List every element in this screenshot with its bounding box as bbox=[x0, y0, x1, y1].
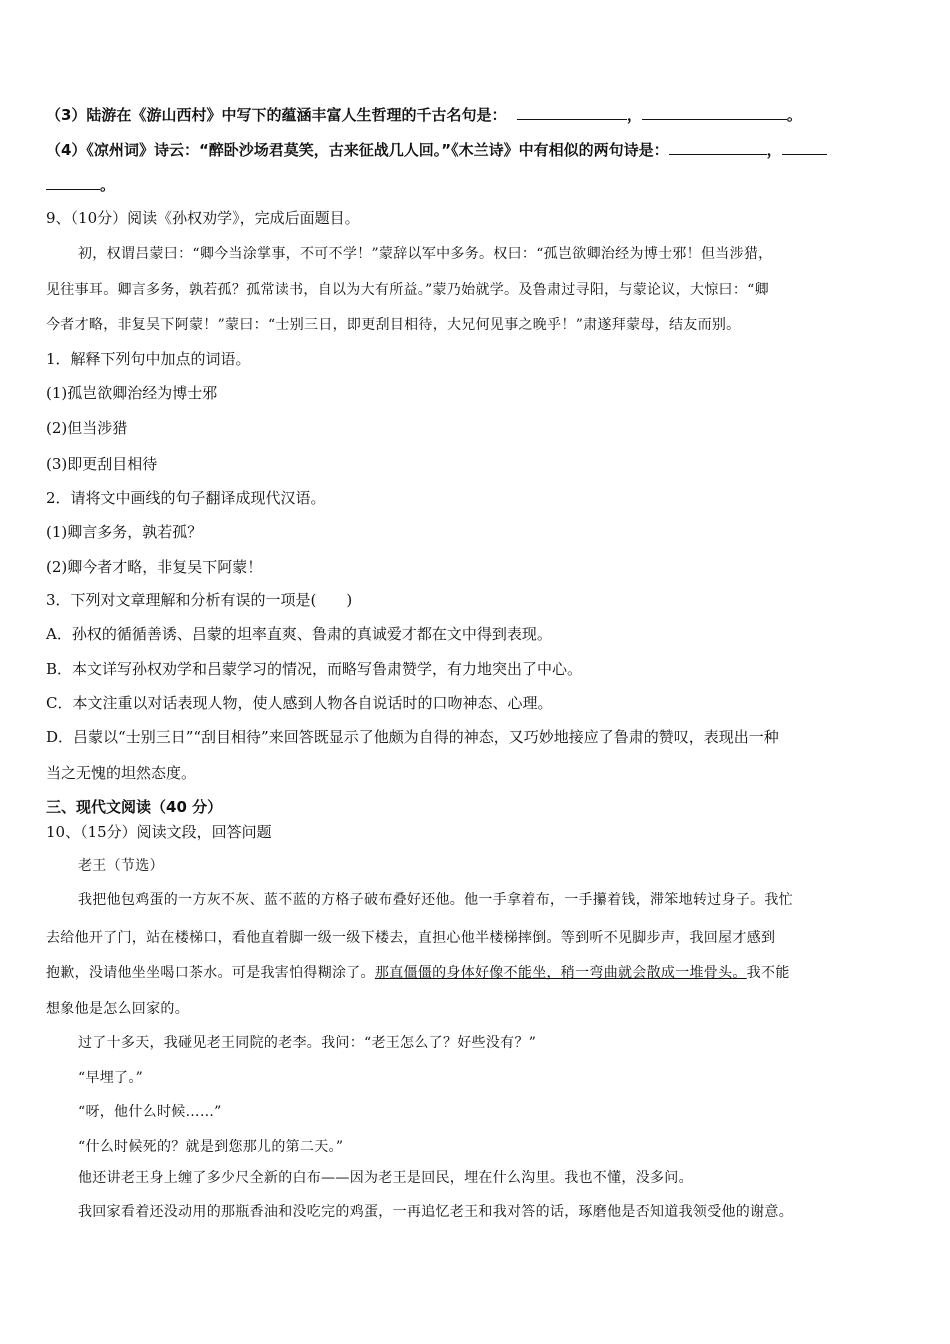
q8-3-text: （3）陆游在《游山西村》中写下的蕴涵丰富人生哲理的千古名句是： bbox=[46, 106, 507, 124]
q10-paragraph-line: 想象他是怎么回家的。 bbox=[46, 1001, 189, 1017]
end-mark: 。 bbox=[786, 106, 802, 124]
q10-header: 10、（15分）阅读文段，回答问题 bbox=[46, 823, 272, 841]
answer-blank[interactable] bbox=[46, 173, 100, 190]
q10-title: 老王（节选） bbox=[78, 858, 164, 874]
q8-3-line bbox=[46, 103, 802, 126]
plain-text: 抱歉，没请他坐坐喝口茶水。可是我害怕得糊涂了。 bbox=[46, 965, 375, 981]
q9-header: 9、（10分）阅读《孙权劝学》，完成后面题目。 bbox=[46, 209, 360, 227]
dialog-line: “什么时候死的？就是到您那儿的第二天。” bbox=[78, 1139, 344, 1155]
q9-sub2-item: (2)卿今者才略，非复吴下阿蒙！ bbox=[46, 558, 263, 576]
q8-4-text: （4）《凉州词》诗云：“醉卧沙场君莫笑，古来征战几人回。”《木兰诗》中有相似的两句诗是： bbox=[46, 141, 669, 159]
q9-sub1-item: (2)但当涉猎 bbox=[46, 419, 128, 437]
q9-passage-line: 初，权谓吕蒙曰：“卿今当涂掌事，不可不学！”蒙辞以军中多务。权曰：“孤岂欲卿治经为博士邪！但当涉猎， bbox=[78, 246, 773, 262]
q9-sub2: 2．请将文中画线的句子翻译成现代汉语。 bbox=[46, 489, 326, 507]
q10-paragraph-line: 我把他包鸡蛋的一方灰不灰、蓝不蓝的方格子破布叠好还他。他一手拿着布，一手攥着钱，滞笨地转过身子。我忙 bbox=[78, 892, 793, 908]
option-b: B．本文详写孙权劝学和吕蒙学习的情况，而略写鲁肃赞学，有力地突出了中心。 bbox=[46, 660, 583, 678]
dialog-line: “早埋了。” bbox=[78, 1070, 144, 1086]
end-mark: 。 bbox=[100, 176, 116, 194]
answer-blank[interactable] bbox=[669, 138, 767, 155]
q9-sub1-item: (1)孤岂欲卿治经为博士邪 bbox=[46, 384, 218, 402]
option-c: C．本文注重以对话表现人物，使人感到人物各自说话时的口吻神态、心理。 bbox=[46, 694, 553, 712]
answer-blank[interactable] bbox=[782, 138, 827, 155]
dialog-line: 他还讲老王身上缠了多少尺全新的白布——因为老王是回民，埋在什么沟里。我也不懂，没多问。 bbox=[78, 1170, 693, 1186]
q9-sub1-item: (3)即更刮目相待 bbox=[46, 455, 158, 473]
separator: ， bbox=[766, 141, 782, 159]
section-heading: 三、现代文阅读（40 分） bbox=[46, 798, 223, 816]
option-d-cont: 当之无愧的坦然态度。 bbox=[46, 764, 197, 782]
option-a: A．孙权的循循善诱、吕蒙的坦率直爽、鲁肃的真诚爱才都在文中得到表现。 bbox=[46, 625, 552, 643]
separator: ， bbox=[626, 106, 642, 124]
q9-sub3: 3．下列对文章理解和分析有误的一项是( ) bbox=[46, 591, 353, 609]
q9-sub1: 1．解释下列句中加点的词语。 bbox=[46, 350, 251, 368]
q8-4-line bbox=[46, 138, 827, 161]
q9-sub2-item: (1)卿言多务，孰若孤？ bbox=[46, 523, 203, 541]
answer-blank[interactable] bbox=[517, 103, 627, 120]
dialog-line: 过了十多天，我碰见老王同院的老李。我问：“老王怎么了？好些没有？” bbox=[78, 1035, 537, 1051]
q9-passage-line: 见往事耳。卿言多务，孰若孤？孤常读书，自以为大有所益。”蒙乃始就学。及鲁肃过寻阳，与蒙论议，大惊曰：“卿 bbox=[46, 282, 769, 298]
underlined-sentence: 那直僵僵的身体好像不能坐，稍一弯曲就会散成一堆骨头。 bbox=[374, 965, 747, 981]
dialog-line: 我回家看着还没动用的那瓶香油和没吃完的鸡蛋，一再追忆老王和我对答的话，琢磨他是否知道我领受他的谢意。 bbox=[78, 1204, 793, 1220]
q9-passage-line: 今者才略，非复吴下阿蒙！”蒙曰：“士别三日，即更刮目相待，大兄何见事之晚乎！”肃遂拜蒙母，结友而别。 bbox=[46, 317, 741, 333]
q10-paragraph-line bbox=[46, 962, 790, 984]
q8-4-line-cont bbox=[46, 173, 115, 196]
q10-paragraph-line: 去给他开了门，站在楼梯口，看他直着脚一级一级下楼去，直担心他半楼梯摔倒。等到听不见脚步声，我回屋才感到 bbox=[46, 930, 776, 946]
answer-blank[interactable] bbox=[642, 103, 787, 120]
dialog-line: “呀，他什么时候……” bbox=[78, 1104, 222, 1120]
option-d: D．吕蒙以“士别三日”“刮目相待”来回答既显示了他颇为自得的神态，又巧妙地接应了鲁肃的赞叹，表现出一种 bbox=[46, 728, 779, 746]
plain-text: 我不能 bbox=[746, 965, 790, 981]
